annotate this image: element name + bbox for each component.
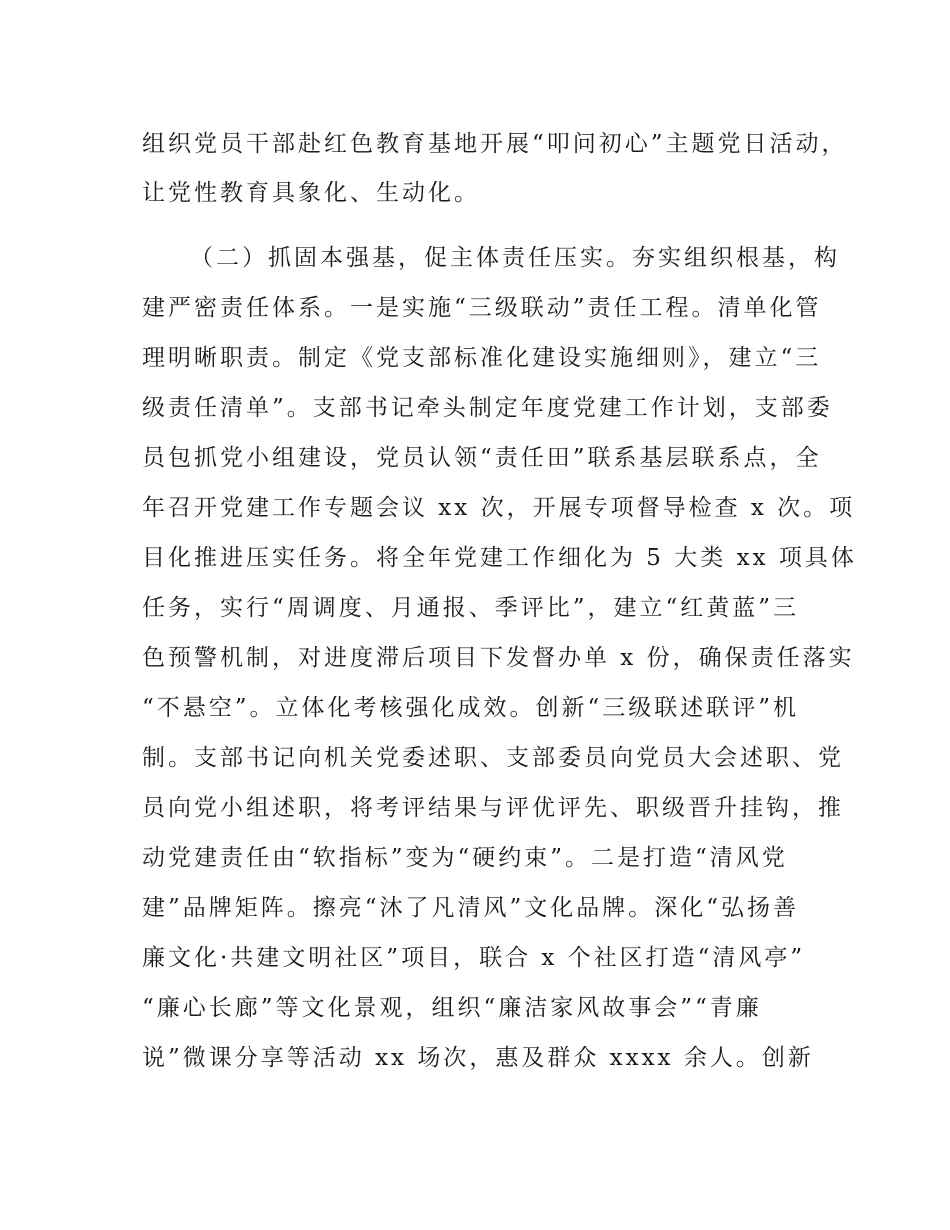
text-line: 级责任清单”。支部书记牵头制定年度党建工作计划，支部委 [142,395,833,421]
text-line: 任务，实行“周调度、月通报、季评比”，建立“红黄蓝”三 [142,595,800,621]
text-line: 让党性教育具象化、生动化。 [142,180,480,206]
text-line: 建严密责任体系。一是实施“三级联动”责任工程。清单化管 [142,295,822,321]
text-line: 理明晰职责。制定《党支部标准化建设实施细则》，建立“三 [142,345,822,371]
text-line: 廉文化·共建文明社区”项目，联合 x 个社区打造“清风亭” [142,945,806,971]
text-line: 说”微课分享等活动 xx 场次，惠及群众 xxxx 余人。创新 [142,1045,814,1071]
text-line: 年召开党建工作专题会议 xx 次，开展专项督导检查 x 次。项 [142,495,856,521]
paragraph-heading-line: （二）抓固本强基，促主体责任压实。夯实组织根基，构 [190,245,840,271]
text-line: 员向党小组述职，将考评结果与评优评先、职级晋升挂钩，推 [142,795,844,821]
text-line: “廉心长廊”等文化景观，组织“廉洁家风故事会”“青廉 [142,995,762,1021]
text-line: 动党建责任由“软指标”变为“硬约束”。二是打造“清风党 [142,845,788,871]
text-line: 组织党员干部赴红色教育基地开展“叩问初心”主题党日活动， [142,131,848,157]
text-line: 建”品牌矩阵。擦亮“沐了凡清风”文化品牌。深化“弘扬善 [142,895,800,921]
text-line: 色预警机制，对进度滞后项目下发督办单 x 份，确保责任落实 [142,645,855,671]
text-line: 目化推进压实任务。将全年党建工作细化为 5 大类 xx 项具体 [142,545,857,571]
text-line: “不悬空”。立体化考核强化成效。创新“三级联述联评”机 [142,695,800,721]
text-line: 制。支部书记向机关党委述职、支部委员向党员大会述职、党 [142,745,844,771]
text-line: 员包抓党小组建设，党员认领“责任田”联系基层联系点，全 [142,445,822,471]
